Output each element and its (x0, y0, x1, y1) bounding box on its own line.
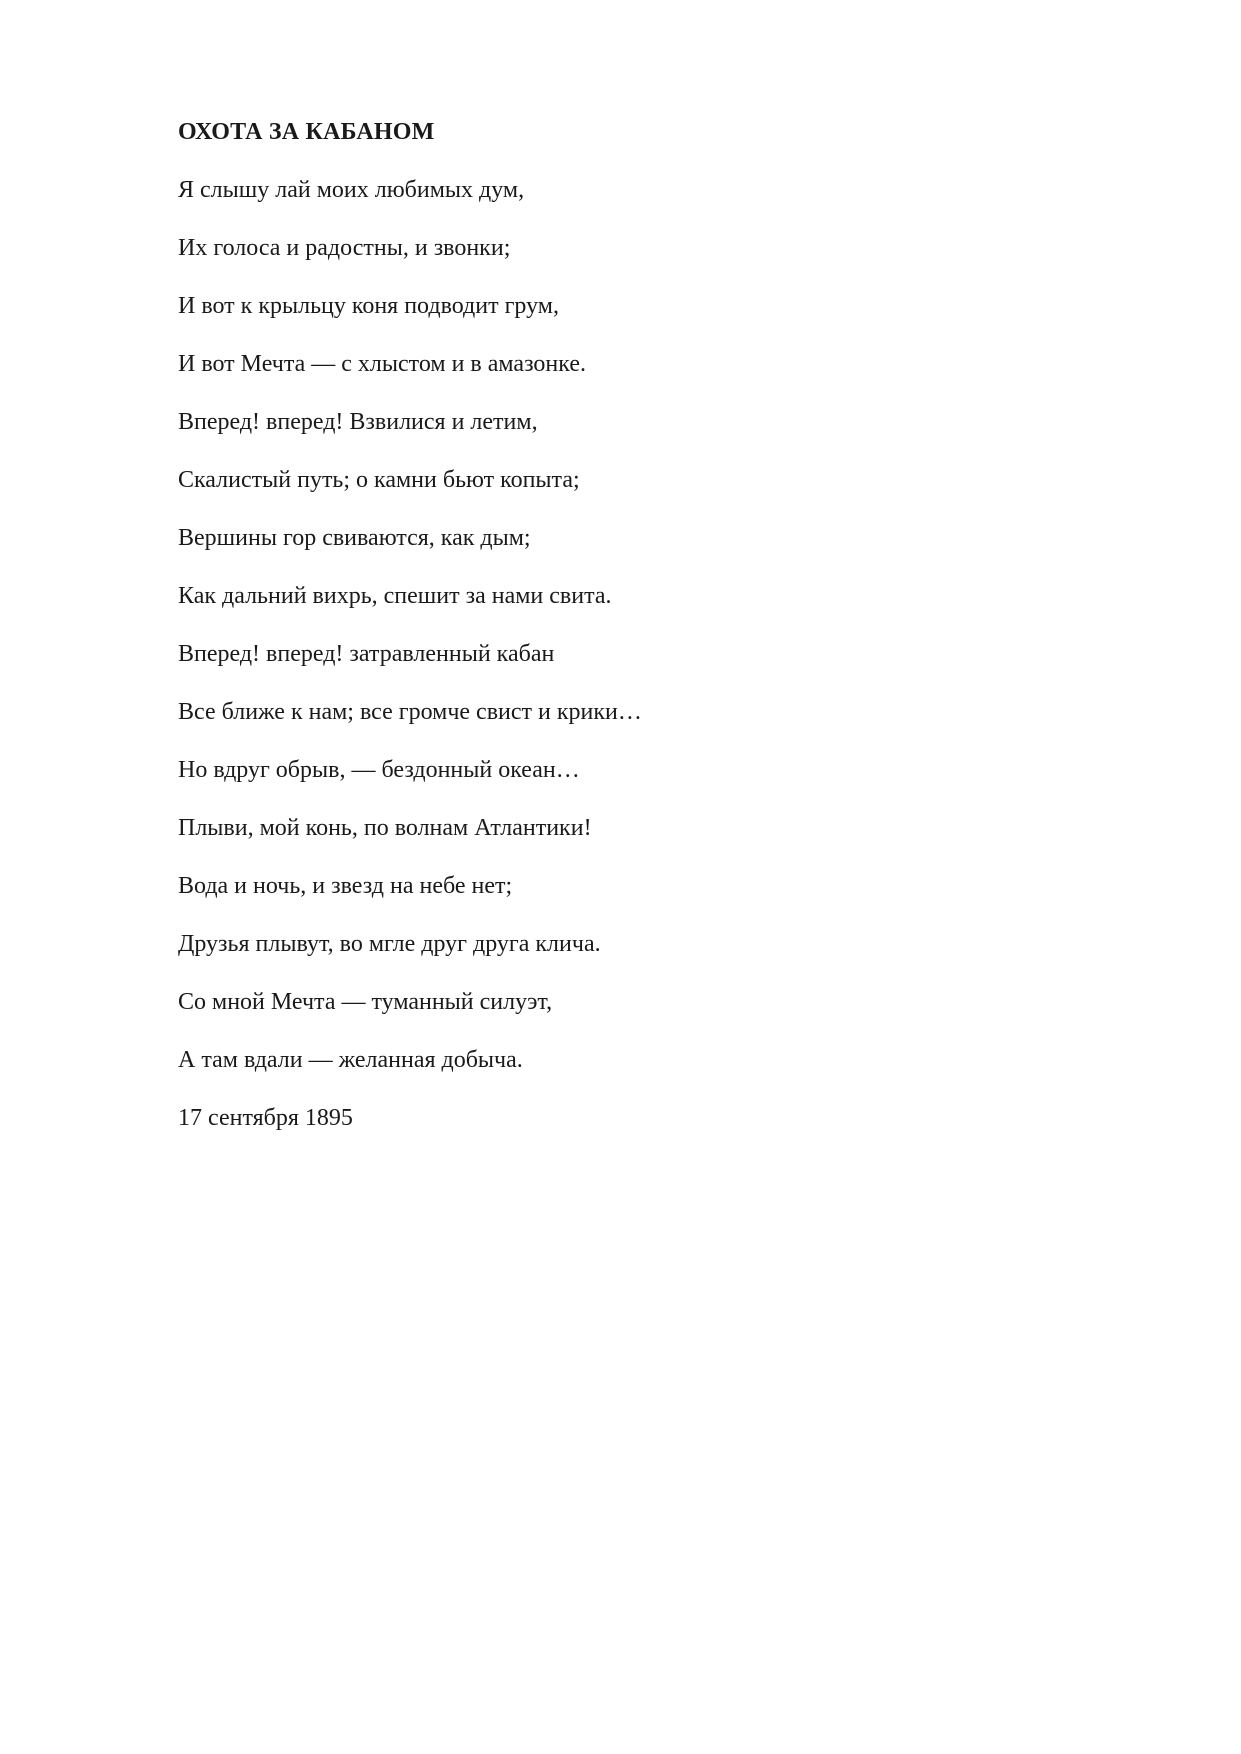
poem-line: Как дальний вихрь, спешит за нами свита. (178, 583, 612, 609)
poem-line: Я слышу лай моих любимых дум, (178, 177, 525, 203)
poem-line: Со мной Мечта — туманный силуэт, (178, 989, 553, 1015)
poem-line: Но вдруг обрыв, — бездонный океан… (178, 757, 580, 783)
poem-line: Скалистый путь; о камни бьют копыта; (178, 467, 580, 493)
poem-line: Их голоса и радостны, и звонки; (178, 235, 511, 261)
poem-line: И вот Мечта — с хлыстом и в амазонке. (178, 351, 586, 377)
poem-lines (178, 174, 1078, 1076)
poem-line: И вот к крыльцу коня подводит грум, (178, 293, 559, 319)
poem-line: Все ближе к нам; все громче свист и крики… (178, 699, 642, 725)
poem-title: ОХОТА ЗА КАБАНОМ (178, 119, 435, 145)
poem-line: Вода и ночь, и звезд на небе нет; (178, 873, 513, 899)
poem-line: Плыви, мой конь, по волнам Атлантики! (178, 815, 592, 841)
poem-line: Вперед! вперед! Взвилися и летим, (178, 409, 538, 435)
poem-block (178, 116, 1078, 1134)
poem-line: Вперед! вперед! затравленный кабан (178, 641, 555, 667)
poem-line: Вершины гор свиваются, как дым; (178, 525, 531, 551)
poem-line: Друзья плывут, во мгле друг друга клича. (178, 931, 601, 957)
poem-date: 17 сентября 1895 (178, 1105, 353, 1131)
poem-line: А там вдали — желанная добыча. (178, 1047, 523, 1073)
